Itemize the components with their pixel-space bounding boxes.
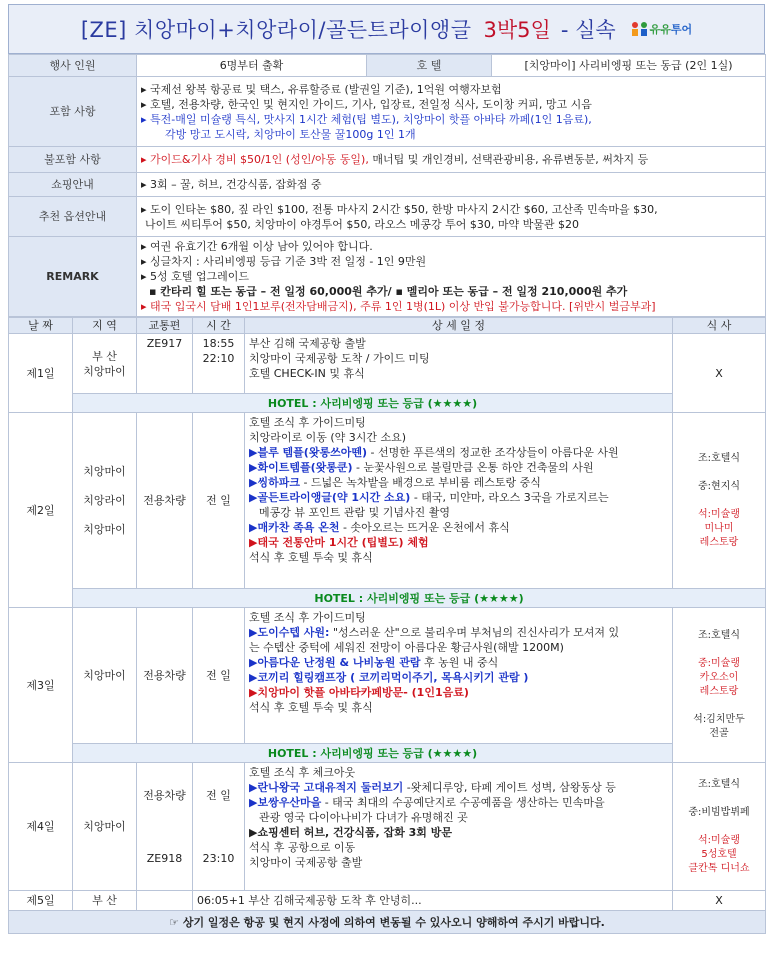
day4-region: 치앙마이: [73, 763, 137, 891]
include-special: ▸ 특전-매일 미슐랭 특식, 맛사지 1시간 체험(팁 별도), 치앙마이 핫플 아바타 까페(1인 1음료),: [141, 112, 592, 126]
detail-line: [249, 795, 668, 810]
time-text: 22:10: [202, 352, 235, 365]
time-text: 전 일: [206, 788, 231, 802]
detail-line: ▶치앙마이 핫플 아바타카페방문- (1인1음료): [249, 686, 469, 699]
day1-detail: [245, 334, 673, 394]
region-text: 치앙마이: [83, 465, 126, 478]
day1-region: [73, 334, 137, 394]
day5-meal: X: [673, 891, 766, 911]
detail-text: - 선명한 푸른색의 정교한 조각상들이 아름다운 사원: [366, 446, 619, 459]
option-value: [137, 197, 766, 237]
detail-line: [249, 625, 668, 640]
title-main: [ZE] 치앙마이+치앙라이/골든트라이앵글: [80, 18, 472, 42]
highlight: ▶도이수텝 사원:: [249, 626, 330, 639]
day1-hotel: HOTEL : 사리비엥핑 또는 등급 (★★★★): [73, 394, 673, 413]
detail-text: -왓체디루앙, 타페 게이트 성벽, 삼왕동상 등: [403, 781, 616, 794]
detail-line: 호텔 조식 후 가이드미팅: [249, 611, 366, 624]
time-text: 06:05+1: [197, 894, 245, 907]
detail-line: [249, 475, 668, 490]
itinerary-page: [8, 4, 765, 934]
meal-dinner: 미나미: [704, 522, 734, 534]
meal-breakfast: 조:호텔식: [697, 778, 740, 790]
region-text: 치앙라이: [83, 494, 126, 507]
header-meal: 식 사: [673, 318, 766, 334]
day1-time: [193, 334, 245, 394]
highlight: ▶아름다운 난정원 & 나비농원 관람: [249, 656, 421, 669]
highlight: ▶골든트라이앵글(약 1시간 소요): [249, 491, 411, 504]
region-text: 치앙마이: [83, 364, 126, 378]
meal-breakfast: 조:호텔식: [697, 630, 740, 641]
detail-line: [249, 655, 668, 670]
meal-breakfast: 조:호텔식: [697, 452, 740, 464]
remark-warning: ▸ 태국 입국시 담배 1인1보루(전자담배금지), 주류 1인 1병(1L) 이상 반입 불가능합니다. [위반시 벌금부과]: [141, 300, 656, 313]
option-line: ▸ 도이 인타논 $80, 짚 라인 $100, 전통 마사지 2시간 $50, 한방 마사지 2시간 $60, 고산족 민속마을 $30,: [141, 202, 658, 216]
day1-transport: ZE917: [137, 334, 193, 394]
flight-number: ZE918: [146, 851, 183, 865]
include-line: ▸ 국제선 왕복 항공료 및 택스, 유류할증료 (발권일 기준), 1억원 여행자보험: [141, 82, 502, 96]
meal-dinner: 석:미슐랭: [697, 834, 740, 846]
highlight: ▶매카찬 족욕 온천: [249, 521, 340, 534]
day2-hotel: HOTEL : 사리비엥핑 또는 등급 (★★★★): [73, 589, 766, 608]
title-bar: [8, 4, 765, 54]
day4-detail: [245, 763, 673, 891]
remark-value: [137, 237, 766, 317]
title-type: - 실속: [560, 18, 616, 42]
brand-logo: 유유 투어: [630, 21, 693, 37]
detail-line: 치앙마이 국제공항 도착 / 가이드 미팅: [249, 352, 430, 365]
header-region: 지 역: [73, 318, 137, 334]
transport-text: 전용차량: [143, 788, 186, 802]
meal-lunch: 중:현지식: [697, 480, 740, 492]
detail-line: 호텔 조식 후 체크아웃: [249, 766, 356, 779]
footer-note: ☞ 상기 일정은 항공 및 현지 사정에 의하여 변동될 수 있사오니 양해하여 주시기 바랍니다.: [9, 911, 766, 934]
detail-line: 석식 후 호텔 투숙 및 휴식: [249, 701, 373, 714]
exclude-label: 불포함 사항: [9, 147, 137, 173]
day1-meal: X: [673, 334, 766, 413]
day4-meal: [673, 763, 766, 891]
people-label: 행사 인원: [9, 55, 137, 77]
day5-label: 제5일: [9, 891, 73, 911]
day3-time: 전 일: [193, 608, 245, 744]
shop-label: 쇼핑안내: [9, 173, 137, 197]
detail-line: ▶태국 전통안마 1시간 (팁별도) 체험: [249, 536, 429, 549]
detail-text: - 태국 최대의 수공예단지로 수공예품을 생산하는 민속마을: [321, 796, 605, 809]
region-text: 치앙마이: [83, 523, 126, 536]
option-label: 추천 옵션안내: [9, 197, 137, 237]
day2-transport: 전용차량: [137, 413, 193, 589]
hotel-label: 호 텔: [367, 55, 492, 77]
meal-dinner: 석:김치만두: [693, 714, 745, 725]
detail-line: 석식 후 공항으로 이동: [249, 841, 356, 854]
day5-detail: [193, 891, 673, 911]
day4-time: [193, 763, 245, 891]
info-table: [8, 54, 766, 317]
detail-text: - 눈꽃사원으로 불릴만큼 온통 하얀 건축물의 사원: [352, 461, 594, 474]
hotel-value: [치앙마이] 사리비엥핑 또는 동급 (2인 1실): [492, 55, 766, 77]
detail-line: 치앙마이 국제공항 출발: [249, 856, 363, 869]
detail-line: [249, 520, 668, 535]
highlight: ▶블루 템플(왓롱쓰아뗀): [249, 446, 367, 459]
title-duration: 3박5일: [483, 18, 551, 42]
include-special-2: 각방 망고 도시락, 치앙마이 토산물 꿀100g 1인 1개: [165, 127, 416, 141]
detail-text: "성스러운 산"으로 불리우며 부처님의 진신사리가 모셔져 있: [329, 626, 620, 639]
day1-label: 제1일: [9, 334, 73, 413]
schedule-table: [8, 317, 766, 934]
detail-text: 후 농원 내 중식: [420, 656, 499, 669]
remark-label: REMARK: [9, 237, 137, 317]
detail-line: 부산 김해 국제공항 출발: [249, 337, 366, 350]
meal-lunch: 중:비빔밥뷔페: [688, 806, 750, 818]
detail-line: ▶코끼리 힐링캠프장 ( 코끼리먹이주기, 목욕시키기 관람 ): [249, 671, 529, 684]
detail-text: - 드넓은 녹차밭을 배경으로 부비룸 레스토랑 중식: [299, 476, 541, 489]
day2-label: 제2일: [9, 413, 73, 608]
region-text: 부 산: [92, 349, 117, 363]
day2-region: [73, 413, 137, 589]
exclude-rest: 매너팁 및 개인경비, 선택관광비용, 유류변동분, 써차지 등: [368, 153, 649, 166]
header-time: 시 간: [193, 318, 245, 334]
meal-lunch: 중:미슐랭: [697, 658, 740, 669]
meal-dinner: 5성호텔: [701, 848, 737, 860]
remark-line: ▸ 5성 호텔 업그레이드: [141, 270, 250, 283]
option-line: 나이트 씨티투어 $50, 치앙마이 야경투어 $50, 라오스 메콩강 투어 $30, 마약 박물관 $20: [145, 217, 579, 231]
detail-line: 는 수텝산 중턱에 세워진 전망이 아름다운 황금사원(해발 1200M): [249, 641, 564, 654]
header-transport: 교통편: [137, 318, 193, 334]
detail-line: [249, 490, 668, 505]
highlight: ▶화이트템플(왓롱쿤): [249, 461, 353, 474]
include-value: [137, 77, 766, 147]
exclude-value: [137, 147, 766, 173]
header-detail: 상 세 일 정: [245, 318, 673, 334]
detail-line: 석식 후 호텔 투숙 및 휴식: [249, 551, 373, 564]
exclude-guide-fee: ▸ 가이드&기사 경비 $50/1인 (성인/아동 동일),: [141, 153, 369, 166]
detail-line: 관광 영국 다이아나비가 다녀가 유명해진 곳: [259, 811, 468, 824]
day3-region: 치앙마이: [73, 608, 137, 744]
time-text: 23:10: [202, 851, 235, 865]
meal-dinner: 석:미슐랭: [697, 508, 740, 520]
detail-line: 호텔 조식 후 가이드미팅: [249, 416, 366, 429]
people-value: 6명부터 출확: [137, 55, 367, 77]
detail-line: 메콩강 뷰 포인트 관람 및 기념사진 촬영: [259, 506, 450, 519]
meal-dinner: 클칸톡 디너쇼: [688, 862, 750, 874]
day2-time: 전 일: [193, 413, 245, 589]
day3-transport: 전용차량: [137, 608, 193, 744]
remark-line: ▸ 여권 유효기간 6개월 이상 남아 있어야 합니다.: [141, 240, 373, 253]
detail-line: [249, 780, 668, 795]
detail-text: - 솟아오르는 뜨거운 온천에서 휴식: [339, 521, 510, 534]
logo-icon: [630, 21, 650, 37]
header-day: 날 짜: [9, 318, 73, 334]
day5-transport: [137, 891, 193, 911]
detail-line: [249, 460, 668, 475]
day4-label: 제4일: [9, 763, 73, 891]
remark-line: ▸ 싱글차지 : 사리비엥핑 등급 기준 3박 전 일정 - 1인 9만원: [141, 255, 427, 268]
time-text: 18:55: [202, 337, 235, 350]
highlight: ▶란나왕국 고대유적지 둘러보기: [249, 781, 404, 794]
day2-detail: [245, 413, 673, 589]
day4-transport: [137, 763, 193, 891]
include-line: ▸ 호텔, 전용차량, 한국인 및 현지인 가이드, 기사, 입장료, 전일정 식사, 도이창 커피, 망고 시음: [141, 97, 592, 111]
day3-label: 제3일: [9, 608, 73, 763]
detail-line: ▶쇼핑센터 허브, 건강식품, 잡화 3회 방문: [249, 826, 453, 839]
day3-meal: [673, 608, 766, 763]
shop-value: ▸ 3회 – 꿀, 허브, 건강식품, 잡화점 중: [137, 173, 766, 197]
day3-hotel: HOTEL : 사리비엥핑 또는 등급 (★★★★): [73, 744, 673, 763]
include-label: 포함 사항: [9, 77, 137, 147]
meal-lunch: 레스토랑: [699, 686, 739, 697]
remark-line: ▪ 칸타리 힐 또는 동급 – 전 일정 60,000원 추가/ ▪ 멜리아 또는 동급 – 전 일정 210,000원 추가: [149, 285, 628, 298]
highlight: ▶씽하파크: [249, 476, 300, 489]
day2-meal: [673, 413, 766, 589]
detail-text: - 태국, 미얀마, 라오스 3국을 가로지르는: [410, 491, 609, 504]
detail-line: 호텔 CHECK-IN 및 휴식: [249, 367, 365, 380]
detail-text: 부산 김해국제공항 도착 후 안녕히...: [248, 894, 422, 907]
detail-line: [249, 445, 668, 460]
highlight: ▶보쌍우산마을: [249, 796, 322, 809]
meal-dinner: 전골: [709, 728, 729, 739]
day3-detail: [245, 608, 673, 744]
detail-line: 치앙라이로 이동 (약 3시간 소요): [249, 431, 407, 444]
meal-dinner: 레스토랑: [699, 536, 739, 548]
day5-region: 부 산: [73, 891, 137, 911]
meal-lunch: 카오소이: [699, 672, 739, 683]
